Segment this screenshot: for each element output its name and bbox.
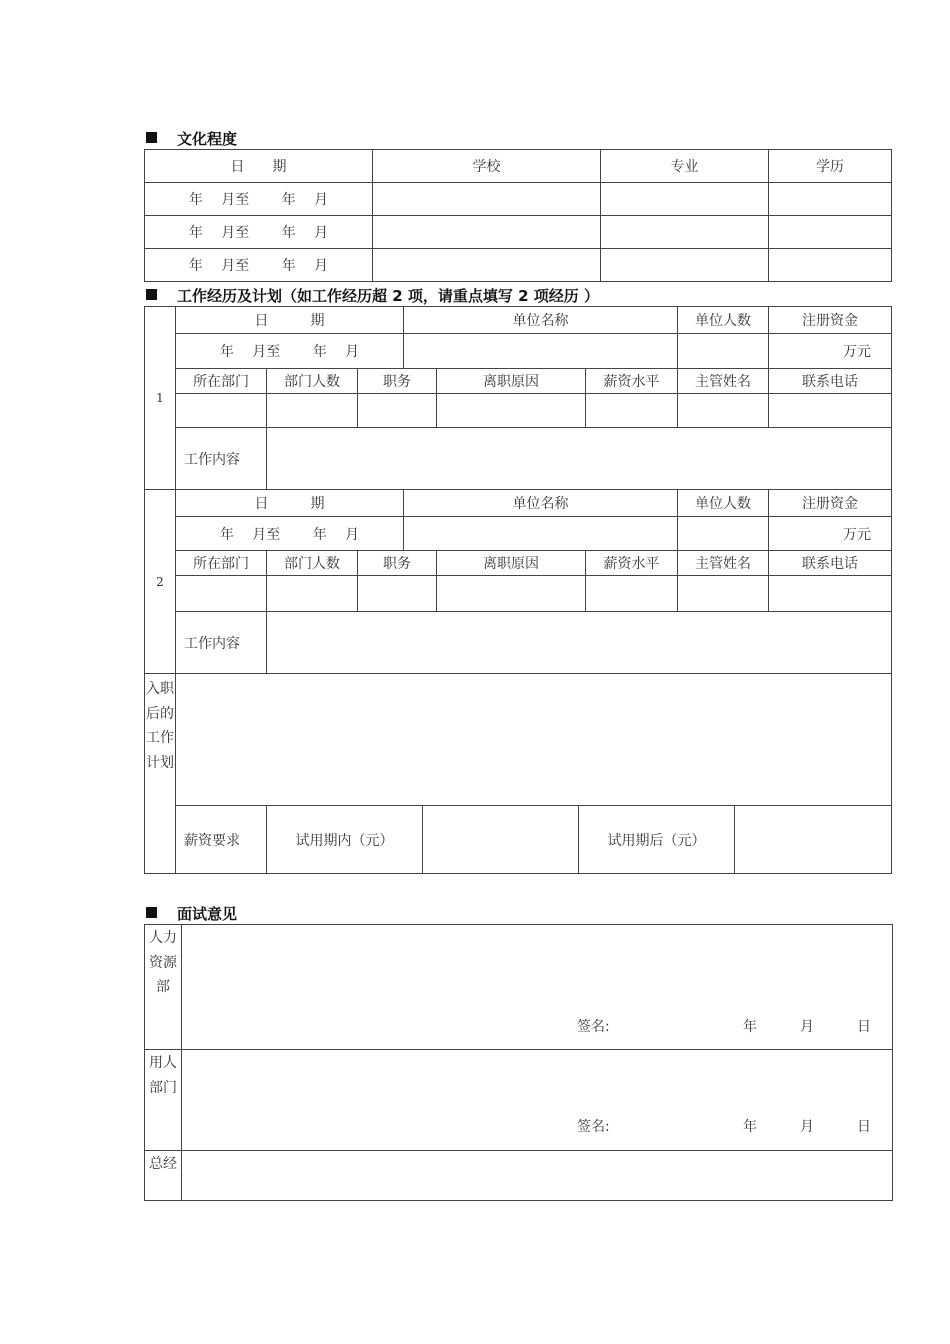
work-header-headcount: 单位人数 xyxy=(678,490,769,517)
hr-sign-label: 签名: xyxy=(577,1019,610,1035)
probation-salary-label: 试用期内（元） xyxy=(267,806,423,874)
education-table xyxy=(144,149,892,282)
work-header-company: 单位名称 xyxy=(404,307,678,334)
work-subheader-phone: 联系电话 xyxy=(769,369,892,394)
interview-row-dept xyxy=(145,1050,893,1151)
work-salary-field[interactable] xyxy=(586,394,678,428)
work-phone-field[interactable] xyxy=(769,394,892,428)
education-major-field[interactable] xyxy=(601,216,769,249)
work-department-field[interactable] xyxy=(176,576,267,612)
work-entry-header-row xyxy=(145,307,892,334)
work-department-field[interactable] xyxy=(176,394,267,428)
work-header-company: 单位名称 xyxy=(404,490,678,517)
work-supervisor-field[interactable] xyxy=(678,576,769,612)
education-date-field[interactable]: 年 月至 年 月 xyxy=(145,249,373,282)
work-header-capital: 注册资金 xyxy=(769,490,892,517)
work-plan-row xyxy=(145,674,892,806)
work-subheader-dept-size: 部门人数 xyxy=(267,551,358,576)
square-bullet-icon xyxy=(146,907,157,918)
work-dept-size-field[interactable] xyxy=(267,394,358,428)
education-major-field[interactable] xyxy=(601,249,769,282)
education-row xyxy=(145,216,892,249)
work-subheader-salary: 薪资水平 xyxy=(586,369,678,394)
dept-sign-month: 月 xyxy=(800,1119,814,1135)
work-plan-table xyxy=(144,673,892,874)
work-headcount-field[interactable] xyxy=(678,334,769,369)
education-major-field[interactable] xyxy=(601,183,769,216)
square-bullet-icon xyxy=(146,289,157,300)
interview-dept-field[interactable] xyxy=(182,1050,893,1151)
work-subheader-dept-size: 部门人数 xyxy=(267,369,358,394)
work-subheader-row xyxy=(145,369,892,394)
work-headcount-field[interactable] xyxy=(678,517,769,551)
work-company-field[interactable] xyxy=(404,334,678,369)
work-header-date: 日 期 xyxy=(176,307,404,334)
interview-gm-label: 总经 xyxy=(145,1151,182,1201)
hr-sign-day: 日 xyxy=(857,1019,871,1035)
work-entry-number: 2 xyxy=(145,490,176,674)
work-plan-label: 入职后的工作计划 xyxy=(145,674,176,874)
work-section-title: 工作经历及计划（如工作经历超 2 项，请重点填写 2 项经历 ） xyxy=(146,285,599,306)
work-header-date: 日 期 xyxy=(176,490,404,517)
work-position-field[interactable] xyxy=(358,394,437,428)
work-leave-reason-field[interactable] xyxy=(437,394,586,428)
interview-gm-field[interactable] xyxy=(182,1151,893,1201)
hr-sign-year: 年 xyxy=(743,1019,757,1035)
salary-row xyxy=(145,806,892,874)
education-school-field[interactable] xyxy=(373,216,601,249)
work-phone-field[interactable] xyxy=(769,576,892,612)
interview-row-gm xyxy=(145,1151,893,1201)
work-capital-field[interactable]: 万元 xyxy=(769,517,892,551)
work-content-field[interactable] xyxy=(267,612,892,674)
work-subheader-supervisor: 主管姓名 xyxy=(678,369,769,394)
after-probation-salary-field[interactable] xyxy=(735,806,892,874)
work-company-field[interactable] xyxy=(404,517,678,551)
work-supervisor-field[interactable] xyxy=(678,394,769,428)
interview-table xyxy=(144,924,893,1201)
interview-dept-label: 用人部门 xyxy=(145,1050,182,1151)
interview-section-title: 面试意见 xyxy=(146,903,237,924)
work-entry-header-row xyxy=(145,490,892,517)
work-leave-reason-field[interactable] xyxy=(437,576,586,612)
work-content-field[interactable] xyxy=(267,428,892,490)
work-header-capital: 注册资金 xyxy=(769,307,892,334)
work-date-field[interactable]: 年 月至 年 月 xyxy=(176,334,404,369)
dept-sign-label: 签名: xyxy=(577,1119,610,1135)
education-section-title: 文化程度 xyxy=(146,128,237,149)
education-school-field[interactable] xyxy=(373,183,601,216)
work-date-field[interactable]: 年 月至 年 月 xyxy=(176,517,404,551)
hr-sign-month: 月 xyxy=(800,1019,814,1035)
education-degree-field[interactable] xyxy=(769,183,892,216)
interview-hr-field[interactable] xyxy=(182,925,893,1050)
work-subheader-supervisor: 主管姓名 xyxy=(678,551,769,576)
dept-sign-year: 年 xyxy=(743,1119,757,1135)
work-content-row xyxy=(145,612,892,674)
work-content-row xyxy=(145,428,892,490)
salary-requirement-label: 薪资要求 xyxy=(176,806,267,874)
work-capital-field[interactable]: 万元 xyxy=(769,334,892,369)
education-degree-field[interactable] xyxy=(769,216,892,249)
education-header-major: 专业 xyxy=(601,150,769,183)
work-entry-number: 1 xyxy=(145,307,176,490)
education-date-field[interactable]: 年 月至 年 月 xyxy=(145,183,373,216)
education-row xyxy=(145,249,892,282)
work-plan-field[interactable] xyxy=(176,674,892,806)
education-header-school: 学校 xyxy=(373,150,601,183)
education-header-date: 日 期 xyxy=(145,150,373,183)
work-header-headcount: 单位人数 xyxy=(678,307,769,334)
work-subheader-phone: 联系电话 xyxy=(769,551,892,576)
work-table xyxy=(144,306,892,674)
work-subheader-department: 所在部门 xyxy=(176,551,267,576)
work-entry-value-row xyxy=(145,334,892,369)
work-subheader-department: 所在部门 xyxy=(176,369,267,394)
education-header-row xyxy=(145,150,892,183)
work-subheader-position: 职务 xyxy=(358,551,437,576)
work-content-label: 工作内容 xyxy=(176,612,267,674)
work-subheader-position: 职务 xyxy=(358,369,437,394)
work-entry-value-row xyxy=(145,517,892,551)
dept-sign-day: 日 xyxy=(857,1119,871,1135)
work-salary-field[interactable] xyxy=(586,576,678,612)
work-dept-size-field[interactable] xyxy=(267,576,358,612)
work-subheader-leave-reason: 离职原因 xyxy=(437,551,586,576)
interview-hr-label: 人力资源部 xyxy=(145,925,182,1050)
square-bullet-icon xyxy=(146,132,157,143)
work-position-field[interactable] xyxy=(358,576,437,612)
work-subheader-salary: 薪资水平 xyxy=(586,551,678,576)
work-subvalue-row xyxy=(145,394,892,428)
after-probation-salary-label: 试用期后（元） xyxy=(579,806,735,874)
interview-row-hr xyxy=(145,925,893,1050)
probation-salary-field[interactable] xyxy=(423,806,579,874)
work-content-label: 工作内容 xyxy=(176,428,267,490)
work-subvalue-row xyxy=(145,576,892,612)
education-date-field[interactable]: 年 月至 年 月 xyxy=(145,216,373,249)
education-degree-field[interactable] xyxy=(769,249,892,282)
education-school-field[interactable] xyxy=(373,249,601,282)
work-subheader-leave-reason: 离职原因 xyxy=(437,369,586,394)
work-subheader-row xyxy=(145,551,892,576)
education-row xyxy=(145,183,892,216)
education-header-degree: 学历 xyxy=(769,150,892,183)
